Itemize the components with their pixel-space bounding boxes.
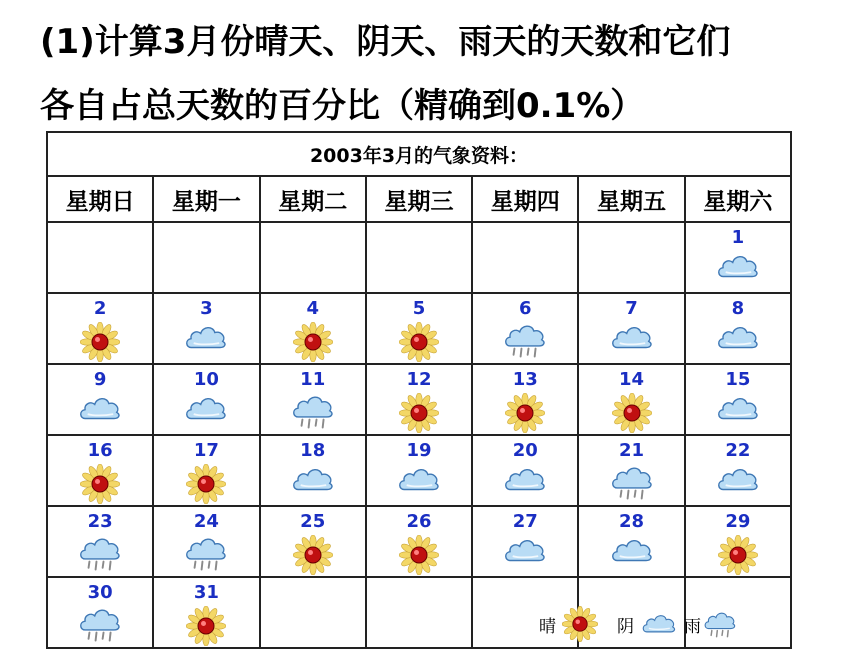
calendar-day-cell	[578, 364, 684, 435]
calendar-body	[47, 222, 791, 648]
day-number: 10	[193, 369, 219, 390]
sun-icon	[612, 393, 652, 437]
legend-sunny-label: 晴	[539, 617, 556, 637]
cloud-icon	[610, 322, 654, 353]
calendar-empty-cell	[366, 577, 472, 648]
calendar-day-cell	[153, 506, 259, 577]
day-number: 24	[193, 511, 219, 532]
calendar-day-cell	[47, 293, 153, 364]
sun-icon	[80, 464, 120, 508]
calendar-day-cell	[685, 222, 791, 293]
cloud-icon	[503, 464, 547, 495]
weather-calendar-table	[46, 131, 792, 649]
rain-cloud-icon	[503, 322, 547, 363]
day-number: 1	[731, 227, 745, 248]
day-number: 17	[193, 440, 219, 461]
weekday-header: 星期日	[47, 176, 153, 222]
calendar-day-cell	[47, 506, 153, 577]
cloud-icon	[184, 393, 228, 424]
calendar-week-row	[47, 506, 791, 577]
calendar-day-cell	[47, 364, 153, 435]
calendar-day-cell	[685, 435, 791, 506]
day-number: 13	[512, 369, 538, 390]
day-number: 16	[87, 440, 113, 461]
legend-cloud-icon	[641, 611, 677, 638]
weekday-header-row	[47, 176, 791, 222]
calendar-week-row	[47, 293, 791, 364]
cloud-icon	[610, 535, 654, 566]
weekday-header: 星期二	[260, 176, 366, 222]
calendar-day-cell	[47, 577, 153, 648]
calendar-empty-cell	[47, 222, 153, 293]
sun-icon	[399, 393, 439, 437]
sun-icon	[505, 393, 545, 437]
calendar-day-cell	[578, 435, 684, 506]
calendar-day-cell	[366, 435, 472, 506]
calendar-week-row	[47, 577, 791, 648]
calendar-day-cell	[685, 506, 791, 577]
cloud-icon	[716, 464, 760, 495]
cloud-icon	[184, 322, 228, 353]
calendar-day-cell	[366, 364, 472, 435]
day-number: 4	[306, 298, 319, 319]
weekday-header: 星期五	[578, 176, 684, 222]
rain-cloud-icon	[610, 464, 654, 505]
sun-icon	[186, 606, 226, 650]
calendar-day-cell	[685, 364, 791, 435]
day-number: 14	[619, 369, 645, 390]
weekday-header: 星期四	[472, 176, 578, 222]
calendar-empty-cell	[578, 222, 684, 293]
cloud-icon	[503, 535, 547, 566]
day-number: 9	[93, 369, 107, 390]
sun-icon	[186, 464, 226, 508]
day-number: 7	[625, 298, 638, 319]
legend-sun-icon	[562, 606, 598, 647]
calendar-week-row	[47, 435, 791, 506]
sun-icon	[399, 322, 439, 366]
calendar-day-cell	[260, 364, 366, 435]
calendar-day-cell	[260, 293, 366, 364]
calendar-day-cell	[472, 293, 578, 364]
calendar-day-cell	[472, 506, 578, 577]
sun-icon	[293, 535, 333, 579]
rain-cloud-icon	[78, 606, 122, 647]
day-number: 8	[731, 298, 745, 319]
rain-cloud-icon	[184, 535, 228, 576]
cloud-icon	[716, 393, 760, 424]
cloud-icon	[716, 251, 760, 282]
day-number: 23	[87, 511, 113, 532]
calendar-week-row	[47, 364, 791, 435]
day-number: 15	[725, 369, 751, 390]
calendar-day-cell	[47, 435, 153, 506]
day-number: 26	[406, 511, 432, 532]
calendar-week-row	[47, 222, 791, 293]
calendar-empty-cell	[472, 222, 578, 293]
day-number: 22	[725, 440, 751, 461]
day-number: 21	[619, 440, 645, 461]
calendar-empty-cell	[153, 222, 259, 293]
sun-icon	[80, 322, 120, 366]
cloud-icon	[78, 393, 122, 424]
day-number: 25	[300, 511, 326, 532]
calendar-day-cell	[153, 293, 259, 364]
question-title-line-2: 各自占总天数的百分比（精确到0.1%）	[40, 86, 645, 126]
calendar-day-cell	[366, 293, 472, 364]
day-number: 2	[93, 298, 107, 319]
day-number: 29	[725, 511, 751, 532]
calendar-day-cell	[472, 364, 578, 435]
calendar-empty-cell	[260, 577, 366, 648]
calendar-day-cell	[685, 293, 791, 364]
cloud-icon	[716, 322, 760, 353]
sun-icon	[718, 535, 758, 579]
cloud-icon	[397, 464, 441, 495]
cloud-icon	[291, 464, 335, 495]
weekday-header: 星期三	[366, 176, 472, 222]
day-number: 28	[619, 511, 645, 532]
day-number: 27	[512, 511, 538, 532]
calendar-day-cell	[260, 506, 366, 577]
day-number: 30	[87, 582, 113, 603]
calendar-day-cell	[153, 577, 259, 648]
day-number: 11	[300, 369, 326, 390]
legend-cloudy-label: 阴	[617, 617, 634, 637]
calendar-day-cell	[366, 506, 472, 577]
day-number: 6	[519, 298, 532, 319]
calendar-day-cell	[153, 435, 259, 506]
day-number: 3	[200, 298, 213, 319]
day-number: 12	[406, 369, 432, 390]
sun-icon	[293, 322, 333, 366]
day-number: 19	[406, 440, 432, 461]
calendar-day-cell	[578, 506, 684, 577]
calendar-day-cell	[260, 435, 366, 506]
weekday-header: 星期六	[685, 176, 791, 222]
calendar-day-cell	[578, 293, 684, 364]
sun-icon	[399, 535, 439, 579]
day-number: 31	[193, 582, 219, 603]
rain-cloud-icon	[291, 393, 335, 434]
rain-cloud-icon	[78, 535, 122, 576]
calendar-empty-cell	[260, 222, 366, 293]
day-number: 18	[300, 440, 326, 461]
day-number: 20	[512, 440, 538, 461]
calendar-day-cell	[472, 435, 578, 506]
question-title-line-1: (1)计算3月份晴天、阴天、雨天的天数和它们	[40, 22, 731, 62]
weekday-header: 星期一	[153, 176, 259, 222]
legend-rain-icon	[703, 610, 737, 644]
legend-rainy-label: 雨	[684, 617, 701, 637]
day-number: 5	[412, 298, 426, 319]
calendar-empty-cell	[366, 222, 472, 293]
table-caption: 2003年3月的气象资料：	[47, 132, 791, 176]
calendar-day-cell	[153, 364, 259, 435]
